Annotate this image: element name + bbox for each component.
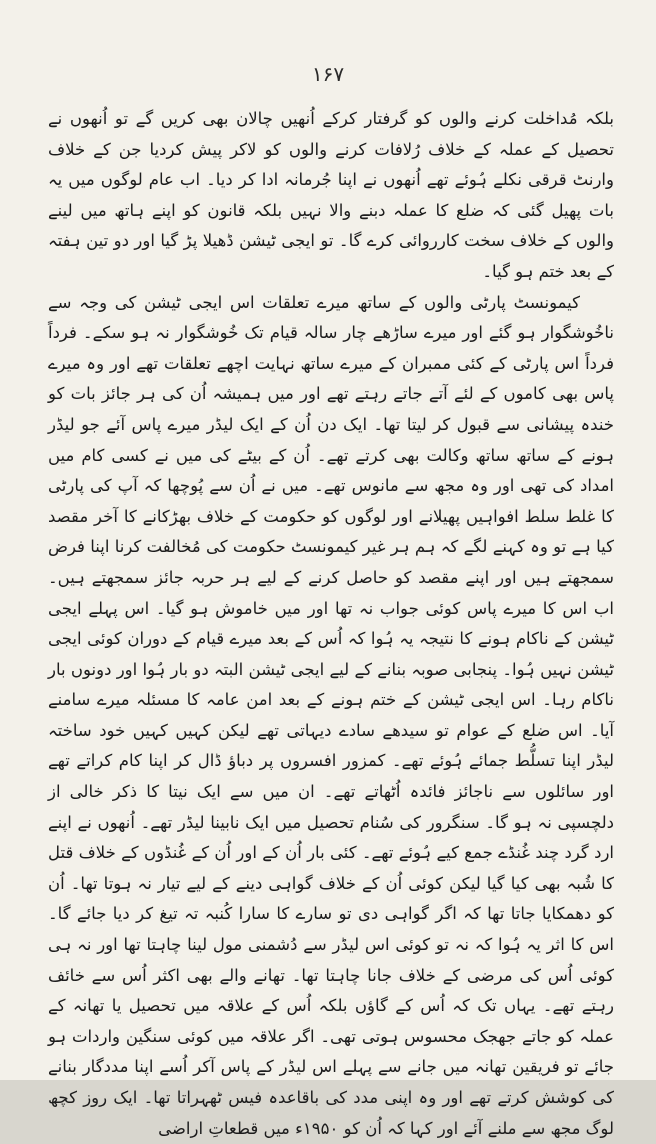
- page-body-text: [48, 104, 614, 1144]
- page-number: ۱۶۷: [311, 62, 345, 86]
- paragraph-2: کیمونسٹ پارٹی والوں کے ساتھ میرے تعلقات اس ایجی ٹیشن کی وجہ سے ناخُوشگوار ہو گئے اور میرے ساڑھے چار سالہ قیام تک خُوشگوار نہ ہو سکے۔ فرداً فرداً اس پارٹی کے کئی ممبران کے میرے ساتھ نہایت اچھے تعلقات تھے اور وہ میرے پاس بھی کاموں کے لئے آتے جاتے رہتے تھے اور میں ہمیشہ اُن کی ہر جائز بات کو خندہ پیشانی سے قبول کر لیتا تھا۔ ایک دن اُن کے ایک لیڈر میرے پاس آئے جو لیڈر ہونے کے ساتھ ساتھ وکالت بھی کرتے تھے۔ اُن کے بیٹے کی میں نے کسی کام میں امداد کی تھی اور وہ مجھ سے مانوس تھے۔ میں نے اُن سے پُوچھا کہ آپ کی پارٹی کا غلط سلط افواہیں پھیلانے اور لوگوں کو حکومت کے خلاف بھڑکانے کا آخر مقصد کیا ہے تو وہ کہنے لگے کہ ہم ہر غیر کیمونسٹ حکومت کی مُخالفت کرنا اپنا فرض سمجھتے ہیں اور اپنے مقصد کو حاصل کرنے کے لیے ہر حربہ جائز سمجھتے ہیں۔ اب اس کا میرے پاس کوئی جواب نہ تھا اور میں خاموش ہو گیا۔ اس پہلے ایجی ٹیشن کے ناکام ہونے کا نتیجہ یہ ہُوا کہ اُس کے بعد میرے قیام کے دوران کوئی ایجی ٹیشن نہیں ہُوا۔ پنجابی صوبہ بنانے کے لیے ایجی ٹیشن البتہ دو بار ہُوا اور دونوں بار ناکام رہا۔ اس ایجی ٹیشن کے ختم ہونے کے بعد امن عامہ کا مسئلہ میرے سامنے آیا۔ اس ضلع کے عوام تو سیدھے سادے دیہاتی تھے لیکن کہیں کہیں خود ساختہ لیڈر اپنا تسلُّط جمائے ہُوئے تھے۔ کمزور افسروں پر دباؤ ڈال کر اپنا کام کراتے تھے اور سائلوں سے ناجائز فائدہ اُٹھاتے تھے۔ ان میں سے ایک نیتا کا ذکر خالی از دلچسپی نہ ہو گا۔ سنگرور کی سُنام تحصیل میں ایک نابینا لیڈر تھے۔ اُنھوں نے اپنے ارد گرد چند غُنڈے جمع کیے ہُوئے تھے۔ کئی بار اُن کے اور اُن کے غُنڈوں کے خلاف قتل کا شُبہ بھی کیا گیا لیکن کوئی اُن کے خلاف گواہی دینے کے لیے تیار نہ ہوتا تھا۔ اُن کو دھمکایا جاتا تھا کہ اگر گواہی دی تو سارے کا سارا کُنبہ تہ تیغ کر دیا جائے گا۔ اس کا اثر یہ ہُوا کہ نہ تو کوئی اس لیڈر سے دُشمنی مول لینا چاہتا تھا اور نہ ہی کوئی اُس کی مرضی کے خلاف جانا چاہتا تھا۔ تھانے والے بھی اکثر اُس سے خائف رہتے تھے۔ یہاں تک کہ اُس کے گاؤں بلکہ اُس کے علاقہ میں تحصیل یا تھانہ کے عملہ کو جاتے جھجک محسوس ہوتی تھی۔ اگر علاقہ میں کوئی سنگین واردات ہو جائے تو فریقین تھانہ میں جانے سے پہلے اس لیڈر کے پاس آکر اُسے اپنا مددگار بنانے کی کوشش کرتے تھے اور وہ اپنی مدد کی باقاعدہ فیس ٹھہراتا تھا۔ ایک روز کچھ لوگ مجھ سے ملنے آئے اور کہا کہ اُن کو ۱۹۵۰ء میں قطعاتِ اراضی: [48, 292, 614, 1138]
- paragraph-1: بلکہ مُداخلت کرنے والوں کو گرفتار کرکے اُنھیں چالان بھی کریں گے تو اُنھوں نے تحصیل کے عملہ کے خلاف رُلافات کرنے والوں کو لاکر پیش کردیا جن کے خلاف وارنٹ قرقی نکلے ہُوئے تھے اُنھوں نے اپنا جُرمانہ ادا کر دیا۔ اب عام لوگوں میں یہ بات پھیل گئی کہ ضلع کا عملہ دبنے والا نہیں بلکہ قانون کو اپنے ہاتھ میں لینے والوں کے خلاف سخت کارروائی کرے گا۔ تو ایجی ٹیشن ڈھیلا پڑ گیا اور دو تین ہفتہ کے بعد ختم ہو گیا۔: [48, 109, 614, 281]
